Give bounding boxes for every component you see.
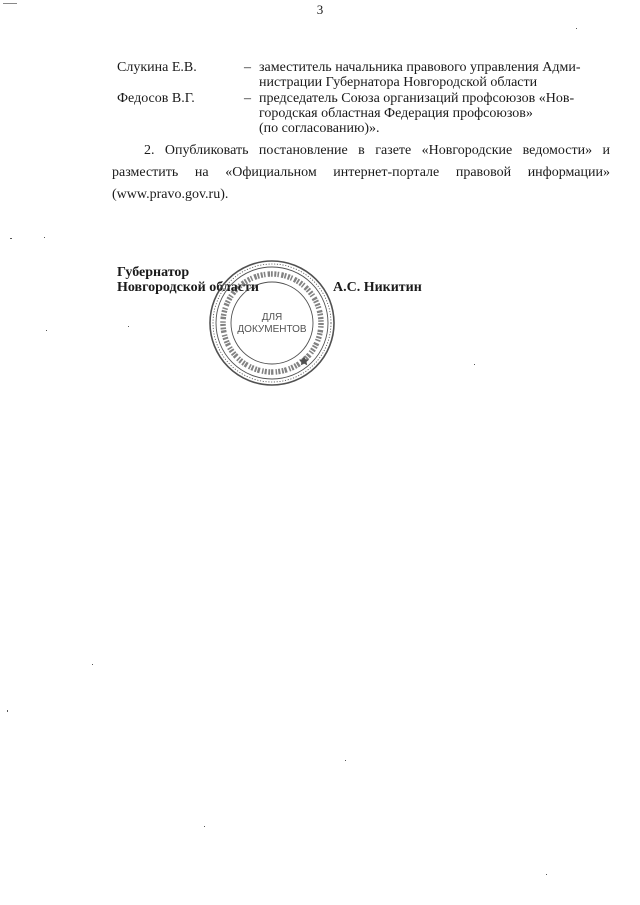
member-dash: – (244, 91, 251, 106)
page-number: 3 (316, 2, 324, 17)
scan-speck (92, 664, 93, 665)
seal-circular-lettering (223, 274, 321, 372)
scan-speck (10, 238, 12, 239)
signature-title-line: Губернатор (117, 265, 190, 280)
scan-speck (345, 760, 346, 761)
seal-center-line: ДОКУМЕНТОВ (237, 324, 307, 335)
member-role (259, 60, 609, 90)
scan-speck (474, 364, 475, 365)
scan-speck (46, 330, 47, 331)
publication-paragraph (112, 140, 610, 206)
member-role-line: (по согласованию)». (259, 121, 380, 136)
seal-inner-ring (231, 282, 313, 364)
member-name: Федосов В.Г. (117, 91, 195, 106)
member-role (259, 91, 609, 136)
seal-star-icon (299, 356, 309, 365)
seal-center-line: ДЛЯ (261, 312, 283, 323)
signature-title-line: Новгородской области (117, 280, 259, 295)
member-role-line: городская областная Федерация профсоюзов» (259, 106, 533, 121)
signature-name: А.С. Никитин (333, 280, 422, 295)
seal-ring (216, 267, 328, 379)
member-role-line: председатель Союза организаций профсоюзов «Нов- (259, 91, 575, 106)
scan-speck (7, 710, 8, 712)
scan-speck (3, 3, 17, 4)
scan-speck (576, 28, 577, 29)
member-dash: – (244, 60, 251, 75)
member-role-line: нистрации Губернатора Новгородской области (259, 75, 538, 90)
scan-speck (204, 826, 205, 827)
scan-speck (128, 326, 129, 327)
paragraph-line: разместить на «Официальном интернет-портале правовой информации» (112, 165, 610, 180)
paragraph-line: 2. Опубликовать постановление в газете «Новгородские ведомости» и (144, 143, 610, 158)
official-seal (207, 258, 337, 388)
member-role-line: заместитель начальника правового управления Адми- (259, 60, 581, 75)
seal-graphic (207, 258, 337, 388)
paragraph-line: (www.pravo.gov.ru). (112, 187, 229, 202)
seal-outer-ring (210, 261, 334, 385)
member-name: Слукина Е.В. (117, 60, 197, 75)
scan-speck (546, 874, 547, 875)
scan-speck (44, 237, 45, 238)
